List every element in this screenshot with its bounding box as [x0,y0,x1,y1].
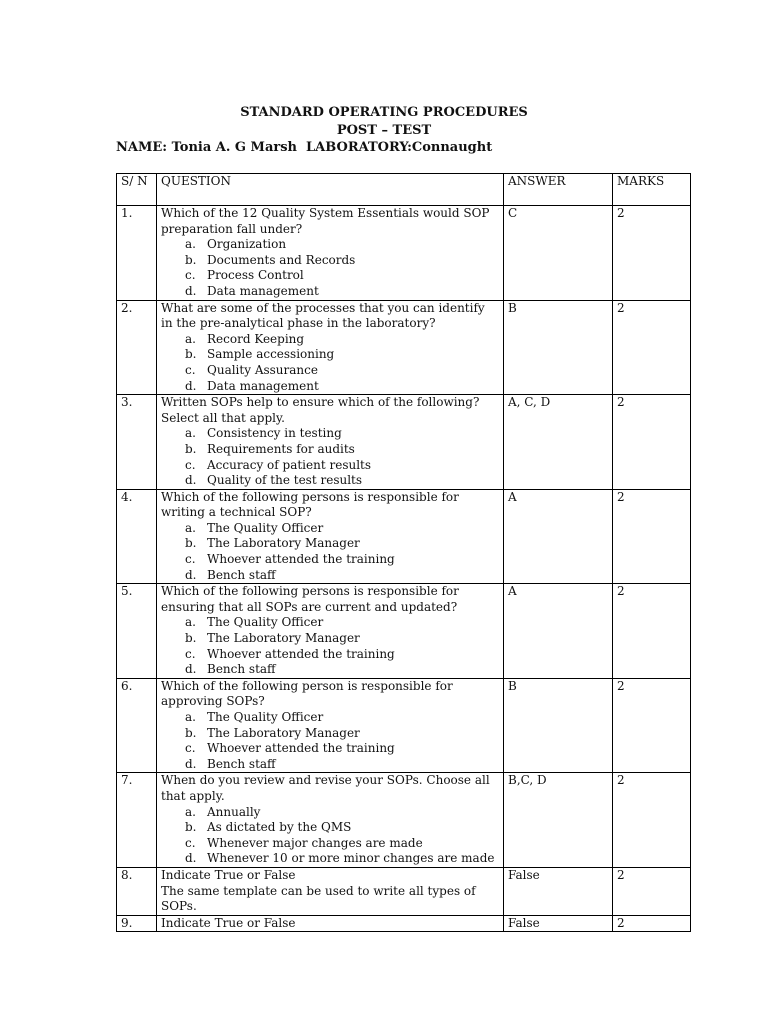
row-question-cell [157,395,504,490]
option-d: d. Whenever 10 or more minor changes are made [185,851,495,866]
row-answer: A [504,584,613,679]
row-answer: False [504,867,613,915]
option-b: b. Requirements for audits [185,441,355,456]
option-b: b. The Laboratory Manager [185,631,360,646]
option-a: a. Consistency in testing [185,426,342,441]
option-b: b. The Laboratory Manager [185,725,360,740]
row-question-cell [157,584,504,679]
row-question-cell [157,206,504,301]
option-b: b. Sample accessioning [185,347,335,362]
table-row [117,584,691,679]
row-sn: 6. [117,678,157,773]
table-row [117,678,691,773]
post-test-table [116,173,691,932]
row-sn: 4. [117,489,157,584]
table-row [117,867,691,915]
option-c: c. Whoever attended the training [185,646,395,661]
row-sn: 5. [117,584,157,679]
question-text: When do you review and revise your SOPs. Choose all that apply. [161,773,490,803]
option-d: d. Bench staff [185,756,276,771]
question-text: Which of the following persons is responsible for ensuring that all SOPs are current and updated? [161,584,459,614]
row-question-cell [157,867,504,915]
option-c: c. Accuracy of patient results [185,457,372,472]
option-a: a. The Quality Officer [185,520,324,535]
row-question-cell [157,915,504,932]
name-laboratory-line: NAME: Tonia A. G Marsh LABORATORY:Connaught [116,140,493,155]
document-title: STANDARD OPERATING PROCEDURES [240,105,528,120]
table-row [117,915,691,932]
table-row [117,489,691,584]
question-text: Indicate True or False [161,867,296,882]
row-marks: 2 [613,489,691,584]
row-sn: 7. [117,773,157,868]
row-question-cell [157,773,504,868]
row-answer: B,C, D [504,773,613,868]
question-text: Which of the following persons is responsible for writing a technical SOP? [161,489,459,520]
option-c: c. Quality Assurance [185,362,318,377]
table-row [117,206,691,301]
column-header-marks: MARKS [613,174,691,206]
question-text: Which of the following person is responsible for approving SOPs? [161,678,453,709]
option-a: a. Organization [185,237,287,252]
option-c: c. Process Control [185,268,304,283]
option-d: d. Quality of the test results [185,473,363,488]
question-statement: The same template can be used to write all types of SOPs. [161,883,476,914]
table-row [117,300,691,395]
row-sn: 3. [117,395,157,490]
row-sn: 1. [117,206,157,301]
row-marks: 2 [613,395,691,490]
column-header-sn: S/ N [117,174,157,206]
row-marks: 2 [613,773,691,868]
row-sn: 9. [117,915,157,932]
row-answer: False [504,915,613,932]
option-c: c. Whenever major changes are made [185,835,423,850]
row-sn: 8. [117,867,157,915]
table-header-row [117,174,691,206]
row-question-cell [157,678,504,773]
option-c: c. Whoever attended the training [185,552,395,567]
row-answer: A [504,489,613,584]
option-b: b. The Laboratory Manager [185,536,360,551]
option-d: d. Data management [185,378,319,393]
row-answer: B [504,300,613,395]
document-subtitle: POST – TEST [336,123,432,138]
question-text: What are some of the processes that you can identify in the pre-analytical phase in the laboratory? [161,300,485,331]
row-answer: B [504,678,613,773]
option-a: a. Annually [185,804,261,819]
option-d: d. Data management [185,283,319,298]
option-d: d. Bench staff [185,567,276,582]
option-a: a. The Quality Officer [185,710,324,724]
row-answer: C [504,206,613,301]
row-answer: A, C, D [504,395,613,490]
row-sn: 2. [117,300,157,395]
question-text: Which of the 12 Quality System Essentials would SOP preparation fall under? [161,206,490,236]
option-b: b. Documents and Records [185,252,356,267]
option-b: b. As dictated by the QMS [185,820,352,835]
row-question-cell [157,489,504,584]
table-row [117,395,691,490]
row-marks: 2 [613,584,691,679]
table-row [117,773,691,868]
row-marks: 2 [613,678,691,773]
row-marks: 2 [613,206,691,301]
column-header-question: QUESTION [157,174,504,206]
option-a: a. Record Keeping [185,331,305,346]
question-text: Indicate True or False [161,915,296,930]
option-c: c. Whoever attended the training [185,741,395,756]
row-marks: 2 [613,867,691,915]
row-question-cell [157,300,504,395]
option-d: d. Bench staff [185,662,276,677]
question-text: Written SOPs help to ensure which of the following? Select all that apply. [161,395,480,425]
column-header-answer: ANSWER [504,174,613,206]
option-a: a. The Quality Officer [185,615,324,630]
row-marks: 2 [613,300,691,395]
row-marks: 2 [613,915,691,932]
